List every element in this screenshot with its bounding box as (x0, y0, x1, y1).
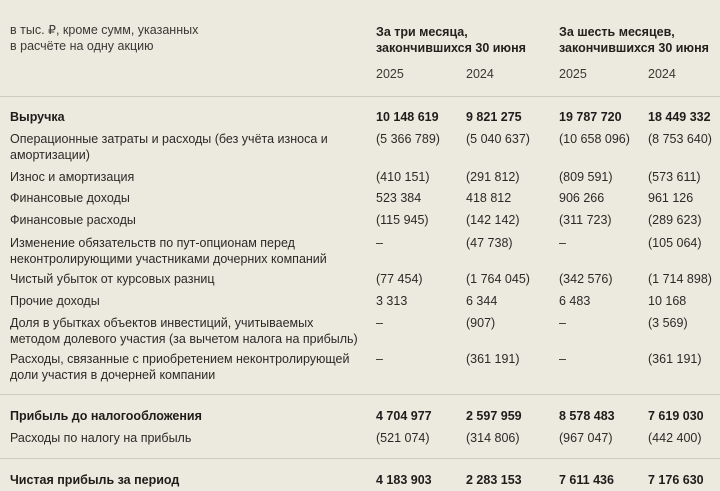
cell-value: – (559, 236, 566, 250)
cell-value: – (376, 316, 383, 330)
cell-value: (105 064) (648, 236, 702, 250)
year-col-2: 2024 (466, 67, 494, 81)
cell-value: (809 591) (559, 170, 613, 184)
cell-value: (289 623) (648, 213, 702, 227)
cell-value: (291 812) (466, 170, 520, 184)
cell-value: 2 283 153 (466, 473, 522, 487)
cell-value: 4 704 977 (376, 409, 432, 423)
cell-value: (521 074) (376, 431, 430, 445)
cell-value: (142 142) (466, 213, 520, 227)
unit-note (10, 22, 198, 54)
cell-value: 2 597 959 (466, 409, 522, 423)
row-label: Чистый убыток от курсовых разниц (10, 272, 215, 286)
cell-value: 4 183 903 (376, 473, 432, 487)
period2-line2: закончившихся 30 июня (559, 41, 709, 55)
cell-value: – (376, 236, 383, 250)
cell-value: 7 176 630 (648, 473, 704, 487)
cell-value: 906 266 (559, 191, 605, 205)
cell-value: 961 126 (648, 191, 694, 205)
cell-value: (573 611) (648, 170, 701, 184)
row-label: Финансовые расходы (10, 213, 136, 227)
cell-value: 523 384 (376, 191, 422, 205)
year-col-3: 2025 (559, 67, 587, 81)
period2-line1: За шесть месяцев, (559, 25, 675, 39)
cell-value: 418 812 (466, 191, 512, 205)
cell-value: 10 148 619 (376, 110, 439, 124)
cell-value: (967 047) (559, 431, 613, 445)
unit-note-line2: в расчёте на одну акцию (10, 39, 154, 53)
period1-line1: За три месяца, (376, 25, 468, 39)
row-label: Износ и амортизация (10, 170, 135, 184)
cell-value: 6 344 (466, 294, 498, 308)
cell-value: 6 483 (559, 294, 591, 308)
row-label: Прибыль до налогообложения (10, 409, 202, 423)
row-label: Доля в убытках объектов инвестиций, учитываемых методом долевого участия (за вычетом налога на прибыль) (10, 316, 358, 346)
period-three-months (376, 24, 526, 56)
cell-value: – (559, 316, 566, 330)
cell-value: 8 578 483 (559, 409, 615, 423)
cell-value: (907) (466, 316, 496, 330)
row-label: Расходы, связанные с приобретением неконтролирующей доли участия в дочерней компании (10, 352, 350, 382)
cell-value: (5 040 637) (466, 132, 530, 146)
row-label: Прочие доходы (10, 294, 100, 308)
cell-value: (361 191) (466, 352, 520, 366)
cell-value: 3 313 (376, 294, 408, 308)
year-col-1: 2025 (376, 67, 404, 81)
cell-value: (311 723) (559, 213, 612, 227)
section-divider (0, 458, 720, 459)
cell-value: (314 806) (466, 431, 520, 445)
cell-value: (361 191) (648, 352, 702, 366)
cell-value: (47 738) (466, 236, 513, 250)
row-label: Чистая прибыль за период (10, 473, 180, 487)
row-label: Расходы по налогу на прибыль (10, 431, 192, 445)
cell-value: – (376, 352, 383, 366)
cell-value: (115 945) (376, 213, 429, 227)
cell-value: (1 714 898) (648, 272, 712, 286)
cell-value: (10 658 096) (559, 132, 630, 146)
row-label: Изменение обязательств по пут-опционам перед неконтролирующими участниками дочерних компаний (10, 236, 327, 266)
cell-value: 7 619 030 (648, 409, 704, 423)
cell-value: 7 611 436 (559, 473, 614, 487)
cell-value: (3 569) (648, 316, 688, 330)
cell-value: (8 753 640) (648, 132, 712, 146)
unit-note-line1: в тыс. ₽, кроме сумм, указанных (10, 23, 199, 37)
cell-value: (77 454) (376, 272, 423, 286)
period-six-months (559, 24, 709, 56)
row-label: Выручка (10, 110, 65, 124)
cell-value: 9 821 275 (466, 110, 522, 124)
cell-value: (5 366 789) (376, 132, 440, 146)
row-label: Операционные затраты и расходы (без учёта износа и амортизации) (10, 132, 328, 162)
table-header (0, 0, 720, 97)
year-col-4: 2024 (648, 67, 676, 81)
cell-value: (1 764 045) (466, 272, 530, 286)
cell-value: (442 400) (648, 431, 702, 445)
period1-line2: закончившихся 30 июня (376, 41, 526, 55)
section-divider (0, 394, 720, 395)
cell-value: 18 449 332 (648, 110, 711, 124)
cell-value: 10 168 (648, 294, 687, 308)
cell-value: – (559, 352, 566, 366)
row-label: Финансовые доходы (10, 191, 130, 205)
cell-value: (342 576) (559, 272, 613, 286)
cell-value: (410 151) (376, 170, 430, 184)
cell-value: 19 787 720 (559, 110, 622, 124)
